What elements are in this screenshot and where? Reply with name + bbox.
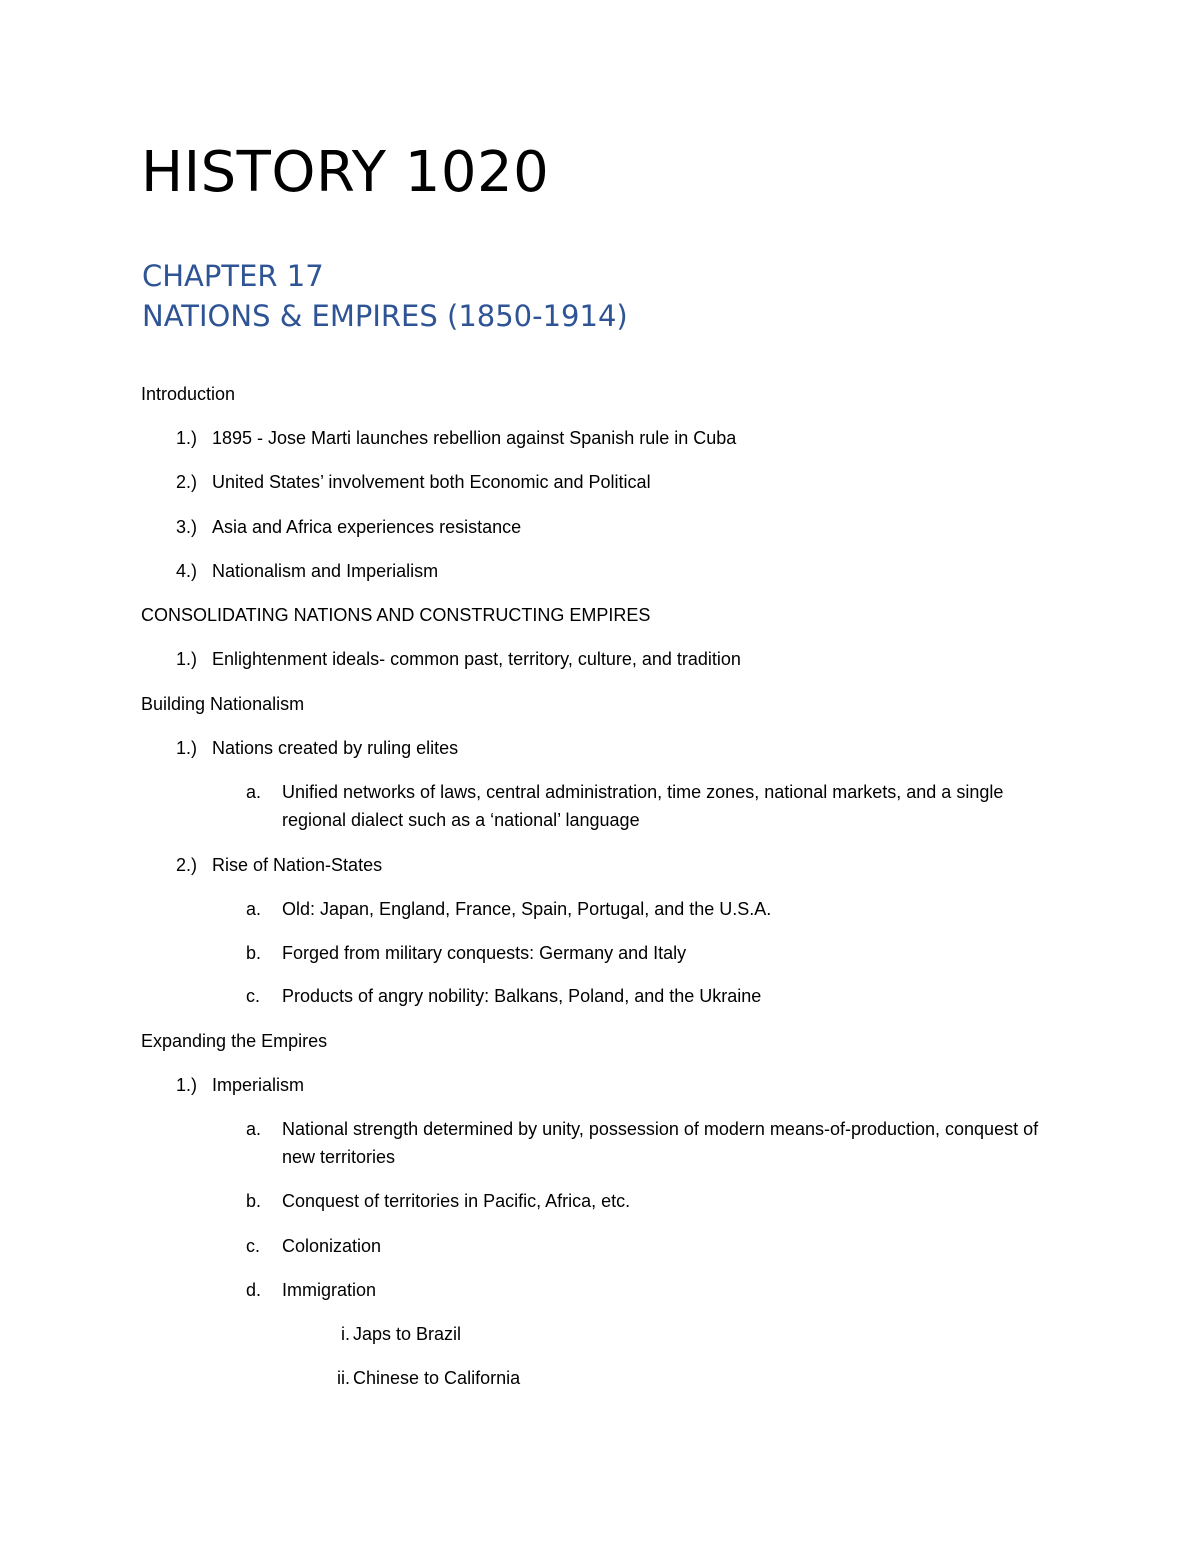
list-marker: 2.) — [176, 855, 198, 875]
list-marker: 1.) — [176, 428, 198, 448]
subsublist-marker: ii. — [337, 1368, 350, 1388]
list-marker: 1.) — [176, 738, 198, 758]
sublist-marker: a. — [246, 899, 262, 919]
subsublist-item: Japs to Brazil — [353, 1324, 462, 1344]
list-item: Enlightenment ideals- common past, territory, culture, and tradition — [212, 649, 741, 669]
sublist-marker: b. — [246, 943, 262, 963]
sublist-marker: c. — [246, 1236, 261, 1256]
list-item: Nations created by ruling elites — [212, 738, 459, 758]
sublist-item: Old: Japan, England, France, Spain, Portugal, and the U.S.A. — [282, 899, 772, 919]
chapter-title: NATIONS & EMPIRES (1850-1914) — [142, 299, 628, 333]
list-marker: 1.) — [176, 1075, 198, 1095]
list-item: Nationalism and Imperialism — [212, 561, 439, 581]
list-marker: 4.) — [176, 561, 198, 581]
sublist-item: Forged from military conquests: Germany and Italy — [282, 943, 687, 963]
sublist-marker: b. — [246, 1191, 262, 1211]
subsublist-marker: i. — [341, 1324, 350, 1344]
sublist-item: Products of angry nobility: Balkans, Poland, and the Ukraine — [282, 986, 762, 1006]
section-heading-introduction: Introduction — [141, 384, 236, 404]
sublist-item: Conquest of territories in Pacific, Africa, etc. — [282, 1191, 631, 1211]
list-item: United States’ involvement both Economic and Political — [212, 472, 651, 492]
list-item: 1895 - Jose Marti launches rebellion against Spanish rule in Cuba — [212, 428, 737, 448]
list-marker: 2.) — [176, 472, 198, 492]
subsublist-item: Chinese to California — [353, 1368, 521, 1388]
list-marker: 3.) — [176, 517, 198, 537]
sublist-marker: a. — [246, 1119, 262, 1139]
document-title: HISTORY 1020 — [141, 140, 550, 205]
section-heading-expanding-empires: Expanding the Empires — [141, 1031, 328, 1051]
list-item: Rise of Nation-States — [212, 855, 383, 875]
section-heading-building-nationalism: Building Nationalism — [141, 694, 305, 714]
sublist-item: Immigration — [282, 1280, 377, 1300]
sublist-marker: c. — [246, 986, 261, 1006]
sublist-marker: d. — [246, 1280, 262, 1300]
chapter-heading: CHAPTER 17 — [142, 259, 324, 293]
sublist-marker: a. — [246, 782, 262, 802]
sublist-item: National strength determined by unity, possession of modern means-of-production, conquest of new territories — [282, 1119, 1039, 1167]
section-heading-consolidating: CONSOLIDATING NATIONS AND CONSTRUCTING EMPIRES — [141, 605, 651, 625]
list-marker: 1.) — [176, 649, 198, 669]
sublist-item: Unified networks of laws, central administration, time zones, national markets, and a single regional dialect such as a ‘national’ language — [282, 782, 1004, 830]
list-item: Asia and Africa experiences resistance — [212, 517, 522, 537]
list-item: Imperialism — [212, 1075, 305, 1095]
sublist-item: Colonization — [282, 1236, 382, 1256]
